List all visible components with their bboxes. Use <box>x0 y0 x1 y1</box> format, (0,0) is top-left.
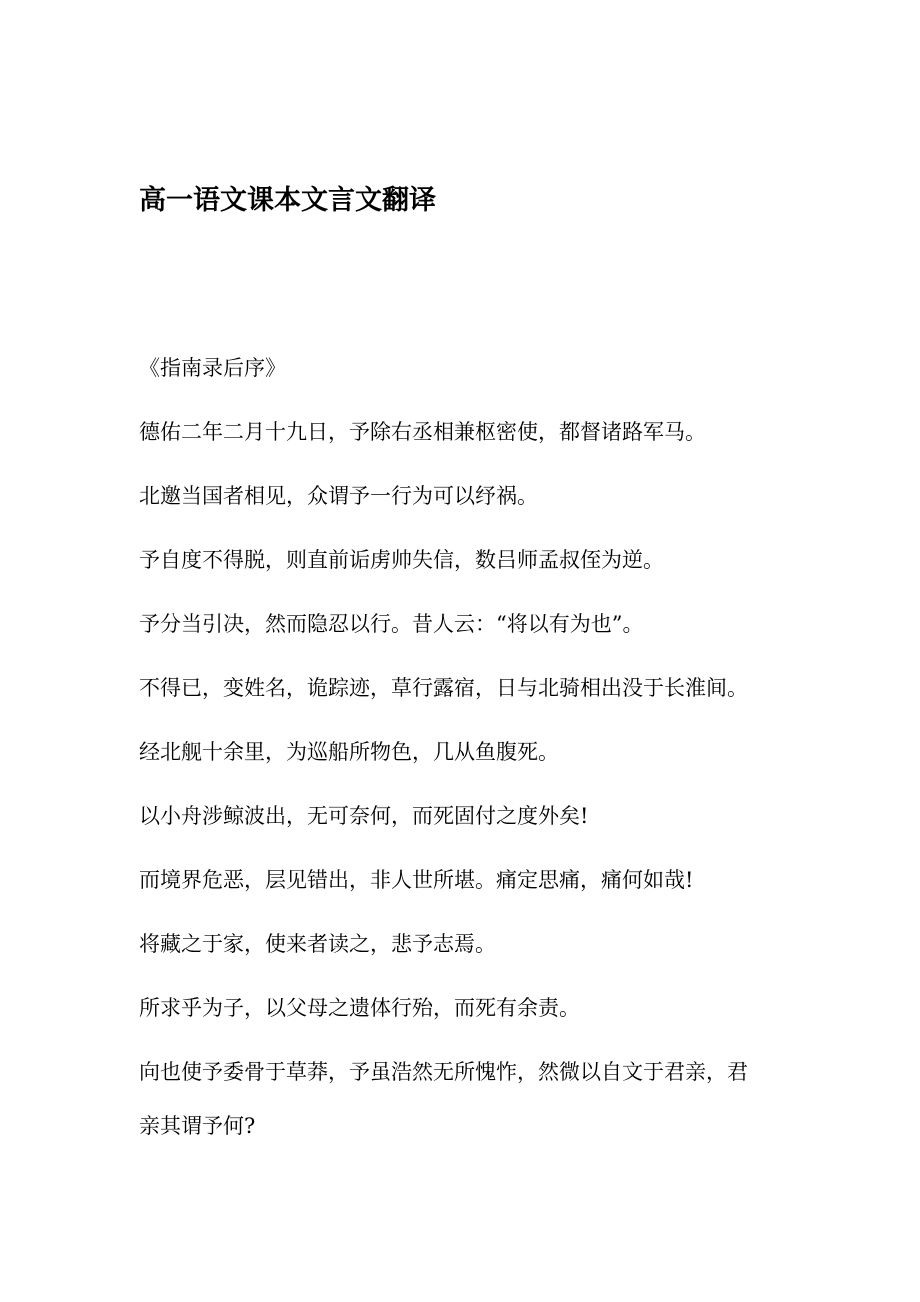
document-title: 高一语文课本文言文翻译 <box>139 185 436 216</box>
paragraph: 不得已，变姓名，诡踪迹，草行露宿，日与北骑相出没于长淮间。 <box>139 676 748 700</box>
paragraph: 而境界危恶，层见错出，非人世所堪。痛定思痛，痛何如哉! <box>139 868 694 892</box>
paragraph-line: 亲其谓予何? <box>139 1114 256 1138</box>
paragraph: 予自度不得脱，则直前诟虏帅失信，数吕师孟叔侄为逆。 <box>139 548 664 572</box>
paragraph: 《指南录后序》 <box>139 356 286 380</box>
paragraph: 所求乎为子，以父母之遗体行殆，而死有余责。 <box>139 996 580 1020</box>
paragraph: 予分当引决，然而隐忍以行。昔人云：“将以有为也”。 <box>139 612 644 636</box>
paragraph: 将藏之于家，使来者读之，悲予志焉。 <box>139 932 496 956</box>
paragraph-multiline <box>139 1056 775 1143</box>
paragraph-line: 向也使予委骨于草莽，予虽浩然无所愧怍，然微以自文于君亲，君 <box>139 1060 748 1084</box>
paragraph: 北邀当国者相见，众谓予一行为可以纾祸。 <box>139 484 538 508</box>
paragraph: 以小舟涉鲸波出，无可奈何，而死固付之度外矣! <box>139 804 589 828</box>
document-body <box>139 352 779 1174</box>
paragraph: 德佑二年二月十九日，予除右丞相兼枢密使，都督诸路军马。 <box>139 420 706 444</box>
paragraph: 经北舰十余里，为巡船所物色，几从鱼腹死。 <box>139 740 559 764</box>
